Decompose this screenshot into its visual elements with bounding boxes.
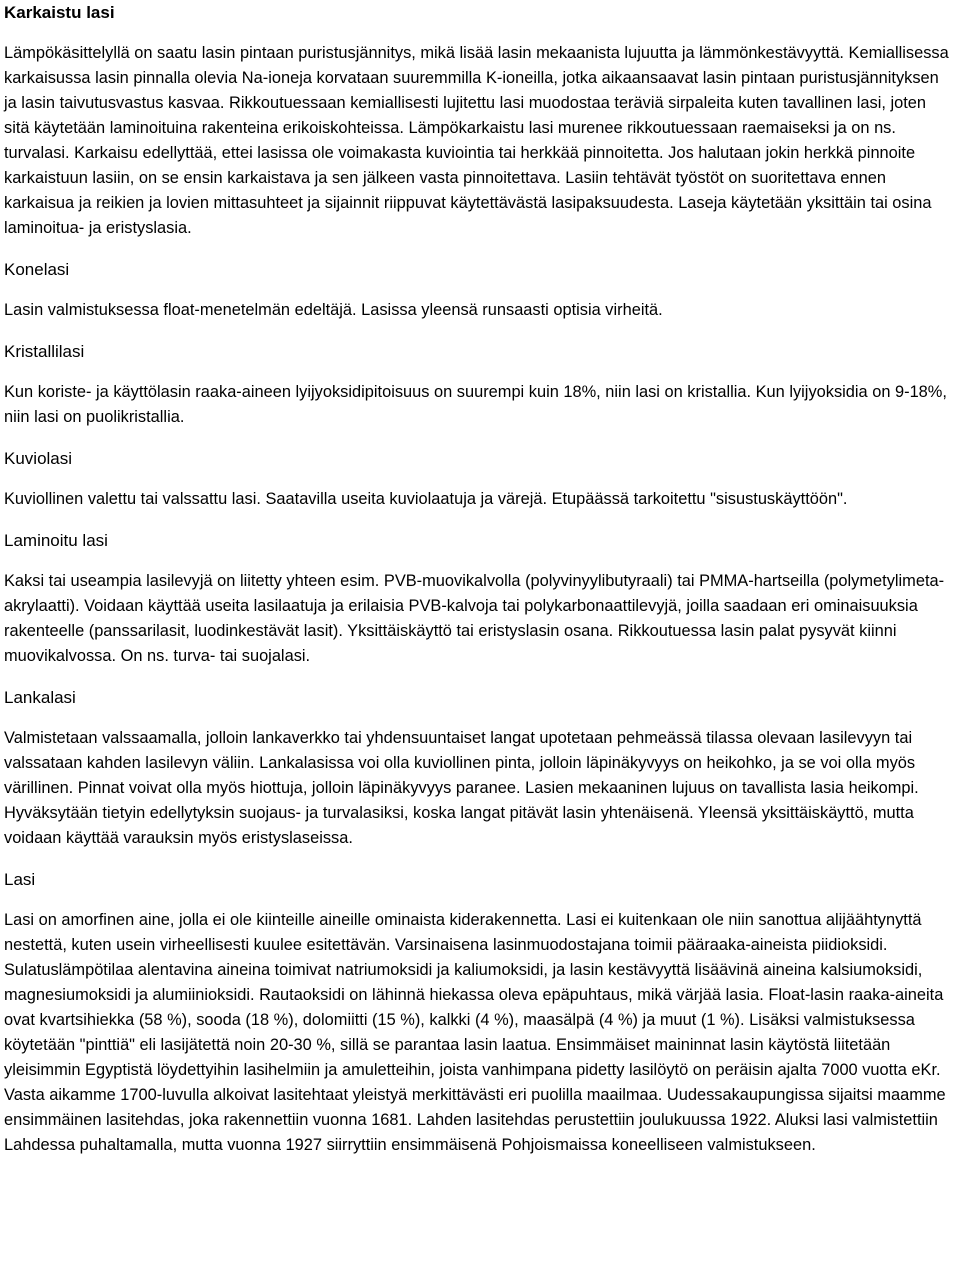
section-heading: Kuviolasi [4,449,73,468]
section-heading: Lasi [4,870,36,889]
section-paragraph: Lämpökäsittelyllä on saatu lasin pintaan puristusjännitys, mikä lisää lasin mekaanista lujuutta ja lämmönkestävyyttä. Kemiallisessa karkaisussa lasin pinnalla olevia Na-ioneja korvataan suuremmilla K-ioneilla, jotka aikaansaavat lasin pintaan puristusjännityksen ja lasin taivutusvastus kasvaa. Rikkoutuessaan kemiallisesti lujitettu lasi muodostaa teräviä sirpaleita kuten tavallinen lasi, joten sitä käytetään laminoituina rakenteina erikoiskohteissa. Lämpökarkaistu lasi murenee rikkoutuessaan raemaiseksi ja on ns. turvalasi. Karkaisu edellyttää, ettei lasissa ole voimakasta kuviointia tai herkkää pinnoitetta. Jos halutaan jokin herkkä pinnoite karkaistuun lasiin, on se ensin karkaistava ja sen jälkeen vasta pinnoitettava. Lasiin tehtävät työstöt on suoritettava ennen karkaisua ja reikien ja lovien mittasuhteet ja sijainnit riippuvat käytettävästä lasipaksuudesta. Laseja käytetään yksittäin tai osina laminoitua- ja eristyslasia. [4,44,949,237]
section-karkaistu-lasi [4,0,956,257]
section-paragraph: Valmistetaan valssaamalla, jolloin lankaverkko tai yhdensuuntaiset langat upotetaan pehmeässä tilassa olevaan lasilevyyn tai valssataan kahden lasilevyn väliin. Lankalasissa voi olla kuviollinen pinta, jolloin läpinäkyvyys on heikohko, ja se voi olla myös värillinen. Pinnat voivat olla myös hiottuja, jolloin läpinäkyvyys paranee. Lasien mekaaninen lujuus on tavallista lasia heikompi. Hyväksytään tietyin edellytyksin suojaus- ja turvalasiksi, koska langat pitävät lasin yhtenäisenä. Yleensä yksittäiskäyttö, mutta voidaan käyttää varauksin myös eristyslaseissa. [4,729,919,847]
section-heading: Konelasi [4,260,70,279]
section-paragraph: Kun koriste- ja käyttölasin raaka-aineen lyijyoksidipitoisuus on suurempi kuin 18%, niin lasi on kristallia. Kun lyijyoksidia on 9-18%, niin lasi on puolikristallia. [4,383,947,426]
section-paragraph: Lasi on amorfinen aine, jolla ei ole kiinteille aineille ominaista kiderakennetta. Lasi ei kuitenkaan ole niin sanottua alijäähtynyttä nestettä, kuten usein virheellisesti kuulee esitettävän. Varsinaisena lasinmuodostajana toimii pääraaka-aineista piidioksidi. Sulatuslämpötilaa alentavina aineina toimivat natriumoksidi ja kaliumoksidi, ja lasin kestävyyttä lisäävinä aineina kalsiumoksidi, magnesiumoksidi ja alumiinioksidi. Rautaoksidi on lähinnä hiekassa oleva epäpuhtaus, mikä värjää lasia. Float-lasin raaka-aineita ovat kvartsihiekka (58 %), sooda (18 %), dolomiitti (15 %), kalkki (4 %), maasälpä (4 %) ja muut (1 %). Lisäksi valmistuksessa köytetään "pinttiä" eli lasijätettä noin 20-30 %, sillä se parantaa lasin laatua. Ensimmäiset maininnat lasin käytöstä liitetään yleisimmin Egyptistä löydettyihin lasihelmiin ja amuletteihin, joista vanhimpana pidetty lasilöytö on peräisin ajalta 7000 vuotta eKr. Vasta aikamme 1700-luvulla alkoivat lasitehtaat yleistyä merkittävästi eri puolilla maailmaa. Uudessakaupungissa sijaitsi maamme ensimmäinen lasitehdas, joka rakennettiin vuonna 1681. Lahden lasitehdas perustettiin joulukuussa 1922. Aluksi lasi valmistettiin Lahdessa puhaltamalla, mutta vuonna 1927 siirryttiin ensimmäisenä Pohjoismaissa koneelliseen valmistukseen. [4,911,946,1154]
section-heading: Lankalasi [4,688,76,707]
section-kuviolasi [4,446,956,528]
section-paragraph: Kuviollinen valettu tai valssattu lasi. Saatavilla useita kuviolaatuja ja värejä. Etupäässä tarkoitettu "sisustuskäyttöön". [4,490,848,508]
section-laminoitu-lasi [4,528,956,685]
section-heading: Laminoitu lasi [4,531,108,550]
section-konelasi [4,257,956,339]
section-heading: Karkaistu lasi [4,3,115,22]
section-paragraph: Kaksi tai useampia lasilevyjä on liitetty yhteen esim. PVB-muovikalvolla (polyvinyylibutyraali) tai PMMA-hartseilla (polymetylimeta-akrylaatti). Voidaan käyttää useita lasilaatuja ja erilaisia PVB-kalvoja tai polykarbonaattilevyjä, joilla saadaan eri ominaisuuksia rakenteelle (panssarilasit, luodinkestävät lasit). Yksittäiskäyttö tai eristyslasin osana. Rikkoutuessa lasin palat pysyvät kiinni muovikalvossa. On ns. turva- tai suojalasi. [4,572,945,665]
section-lankalasi [4,685,956,867]
section-lasi [4,867,956,1158]
section-paragraph: Lasin valmistuksessa float-menetelmän edeltäjä. Lasissa yleensä runsaasti optisia virheitä. [4,301,663,319]
section-kristallilasi [4,339,956,446]
section-heading: Kristallilasi [4,342,85,361]
